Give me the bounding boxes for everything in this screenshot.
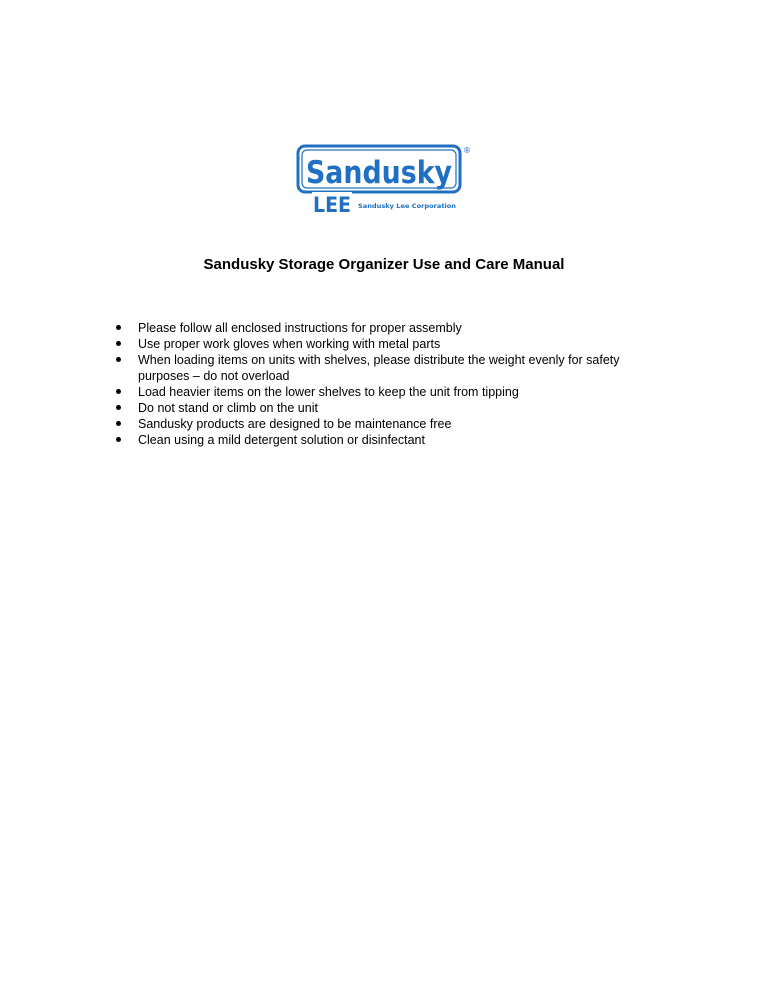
bullet-icon <box>116 325 121 330</box>
logo-graphic <box>296 144 472 218</box>
list-item <box>116 384 656 400</box>
list-item-text: Load heavier items on the lower shelves to keep the unit from tipping <box>138 385 519 399</box>
bullet-icon <box>116 389 121 394</box>
bullet-icon <box>116 421 121 426</box>
list-item-text: Please follow all enclosed instructions for proper assembly <box>138 321 462 335</box>
list-item <box>116 416 656 432</box>
list-item-text: Do not stand or climb on the unit <box>138 401 318 415</box>
list-item-text: Sandusky products are designed to be maintenance free <box>138 417 452 431</box>
page-title: Sandusky Storage Organizer Use and Care Manual <box>203 256 565 273</box>
bullet-icon <box>116 405 121 410</box>
list-item <box>116 320 656 336</box>
logo-brand-top: Sandusky <box>306 155 452 191</box>
instruction-list <box>116 320 656 448</box>
list-item <box>116 336 656 352</box>
bullet-icon <box>116 357 121 362</box>
list-item <box>116 352 656 384</box>
list-item-text: Use proper work gloves when working with metal parts <box>138 337 441 351</box>
logo-corporation: Sandusky Lee Corporation <box>358 203 456 210</box>
logo-brand-bottom: LEE <box>313 193 351 217</box>
bullet-icon <box>116 341 121 346</box>
list-item-text: Clean using a mild detergent solution or disinfectant <box>138 433 425 447</box>
list-item <box>116 432 656 448</box>
bullet-icon <box>116 437 121 442</box>
list-item <box>116 400 656 416</box>
registered-mark: ® <box>463 146 471 155</box>
sandusky-lee-logo <box>296 144 472 218</box>
list-item-text: When loading items on units with shelves, please distribute the weight evenly for safety purposes – do not overload <box>138 353 620 383</box>
